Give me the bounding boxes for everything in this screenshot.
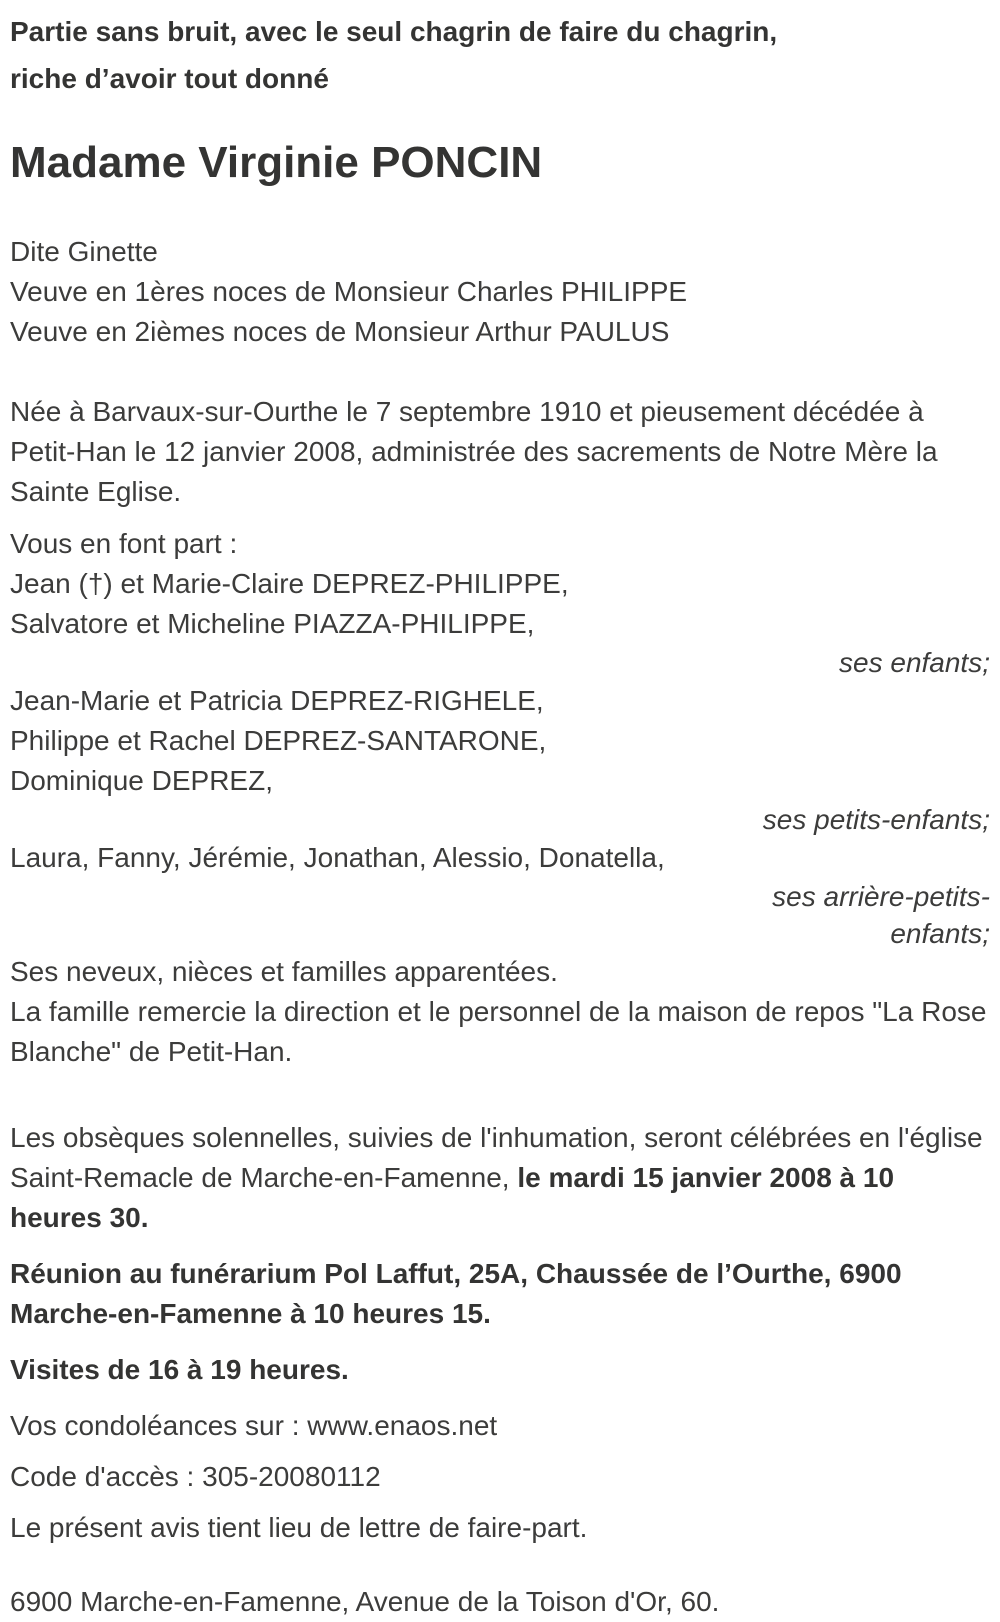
epitaph: [10, 8, 990, 102]
meeting-paragraph: Réunion au funérarium Pol Laffut, 25A, Chaussée de l’Ourthe, 6900 Marche-en-Famenne à 10 heures 15.: [10, 1258, 902, 1329]
deceased-nickname: Dite Ginette: [10, 236, 158, 267]
child-line-1: Jean (†) et Marie-Claire DEPREZ-PHILIPPE,: [10, 568, 569, 599]
funeral-service-text: Les obsèques solennelles, suivies de l'inhumation, seront célébrées en l'église Saint-Remacle de Marche-en-Famenne,: [10, 1122, 983, 1193]
spacer: [10, 1072, 990, 1118]
spacer: [10, 512, 990, 524]
spacer: [10, 352, 990, 392]
grandchild-line-3: Dominique DEPREZ,: [10, 765, 273, 796]
great-grandchildren-line: Laura, Fanny, Jérémie, Jonathan, Alessio, Donatella,: [10, 842, 665, 873]
visits-line: Visites de 16 à 19 heures.: [10, 1354, 349, 1385]
life-summary: Née à Barvaux-sur-Ourthe le 7 septembre 1910 et pieusement décédée à Petit-Han le 12 janvier 2008, administrée des sacrements de Notre Mère la Sainte Eglise.: [10, 396, 938, 507]
grandchildren-relation-label: ses petits-enfants;: [762, 804, 990, 835]
funeral-service-paragraph: [10, 1118, 990, 1238]
great-grandchildren-relation-label: ses arrière-petits-enfants;: [772, 881, 990, 949]
deceased-name: Madame Virginie PONCIN: [10, 138, 543, 187]
access-code-line: Code d'accès : 305-20080112: [10, 1461, 381, 1492]
children-relation-label: ses enfants;: [839, 647, 990, 678]
epitaph-line-1: Partie sans bruit, avec le seul chagrin de faire du chagrin,: [10, 16, 778, 47]
grandchild-line-2: Philippe et Rachel DEPREZ-SANTARONE,: [10, 725, 547, 756]
notice-disclaimer-line: Le présent avis tient lieu de lettre de faire-part.: [10, 1512, 588, 1543]
epitaph-line-2: riche d’avoir tout donné: [10, 63, 329, 94]
relatives-line: Ses neveux, nièces et familles apparentées.: [10, 956, 558, 987]
funeral-home-address: 6900 Marche-en-Famenne, Avenue de la Toison d'Or, 60.: [10, 1586, 720, 1617]
grandchild-line-1: Jean-Marie et Patricia DEPREZ-RIGHELE,: [10, 685, 544, 716]
marriage-line-2: Veuve en 2ièmes noces de Monsieur Arthur PAULUS: [10, 316, 670, 347]
marriage-line-1: Veuve en 1ères noces de Monsieur Charles PHILIPPE: [10, 276, 688, 307]
thanks-paragraph: La famille remercie la direction et le personnel de la maison de repos "La Rose Blanche" de Petit-Han.: [10, 996, 987, 1067]
condolences-website-line: Vos condoléances sur : www.enaos.net: [10, 1410, 498, 1441]
announcement-intro: Vous en font part :: [10, 528, 238, 559]
funeral-service-datetime: le mardi 15 janvier 2008 à 10 heures 30.: [10, 1162, 895, 1233]
child-line-2: Salvatore et Micheline PIAZZA-PHILIPPE,: [10, 608, 535, 639]
